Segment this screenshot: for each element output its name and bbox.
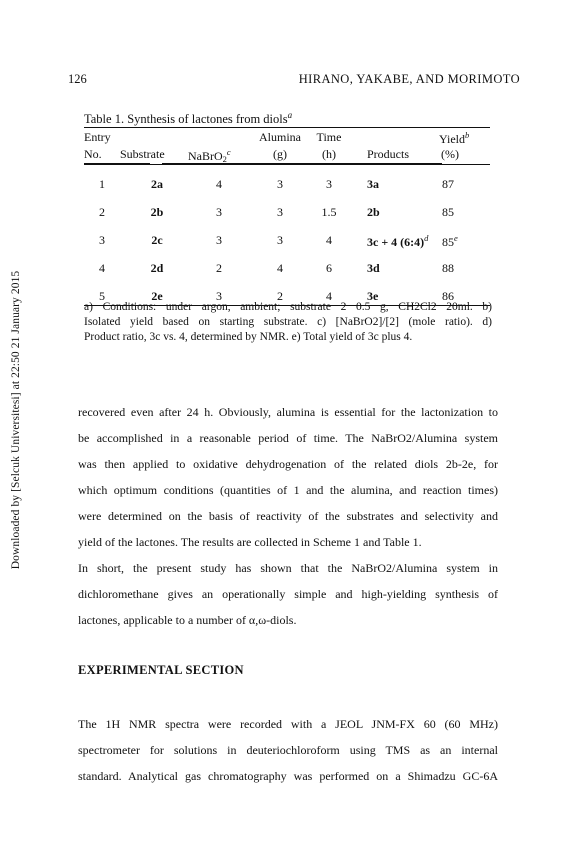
cell-product <box>367 233 428 250</box>
cell-alumina: 4 <box>277 261 283 275</box>
page-number: 126 <box>68 72 87 86</box>
cell-time: 4 <box>326 233 332 247</box>
cell-entry: 3 <box>99 233 105 247</box>
footnote-line: Isolated yield based on starting substrate. c) [NaBrO2]/[2] (mole ratio). d) <box>84 316 492 328</box>
cell-product: 2b <box>367 205 380 219</box>
cell-yield <box>442 233 458 250</box>
table-top-rule <box>84 127 490 128</box>
header-oxidant-label: NaBrO <box>188 149 223 163</box>
section-heading: EXPERIMENTAL SECTION <box>78 663 244 677</box>
body-line: be accomplished in a reasonable period of time. The NaBrO2/Alumina system <box>78 431 498 445</box>
header-time: Time <box>316 130 342 144</box>
header-yield-mark: b <box>465 130 470 140</box>
header-entry: Entry <box>84 130 111 144</box>
cell-product: 3e <box>367 289 379 303</box>
header-yield-label: Yield <box>439 132 465 146</box>
cell-product: 3a <box>367 177 379 191</box>
cell-substrate: 2d <box>150 261 164 275</box>
header-no: No. <box>84 147 102 161</box>
footnote-line: Product ratio, 3c vs. 4, determined by NMR. e) Total yield of 3c plus 4. <box>84 331 413 343</box>
cell-alumina: 3 <box>277 177 283 191</box>
header-alumina-unit: (g) <box>273 147 287 161</box>
cell-oxidant: 3 <box>216 205 222 219</box>
body-line: recovered even after 24 h. Obviously, alumina is essential for the lactonization to <box>78 405 498 419</box>
cell-alumina: 3 <box>277 205 283 219</box>
body-line: was then applied to oxidative dehydrogenation of the related diols 2b-2e, for <box>78 457 498 471</box>
header-bottom-rule <box>84 164 490 165</box>
body-line: The 1H NMR spectra were recorded with a JEOL JNM-FX 60 (60 MHz) <box>78 717 498 731</box>
table-caption-text: Table 1. Synthesis of lactones from diols <box>84 112 288 127</box>
cell-substrate: 2c <box>151 233 163 247</box>
header-oxidant-mark: c <box>226 147 231 157</box>
cell-product-label: 3c + 4 (6:4) <box>367 235 425 249</box>
cell-product-mark: d <box>424 233 429 243</box>
cell-oxidant: 2 <box>216 261 222 275</box>
caption-note-mark: a <box>287 110 293 120</box>
cell-time: 1.5 <box>321 205 337 219</box>
header-products: Products <box>367 147 409 161</box>
cell-entry: 4 <box>99 261 105 275</box>
table-caption <box>84 110 292 127</box>
cell-oxidant: 3 <box>216 233 222 247</box>
body-line: standard. Analytical gas chromatography was performed on a Shimadzu GC-6A <box>78 769 498 783</box>
header-oxidant <box>188 147 231 164</box>
cell-substrate: 2b <box>150 205 164 219</box>
cell-alumina: 3 <box>277 233 283 247</box>
body-line: were determined on the basis of reactivity of the substrates and selectivity and <box>78 509 498 523</box>
cell-alumina: 2 <box>277 289 283 303</box>
body-line: yield of the lactones. The results are collected in Scheme 1 and Table 1. <box>78 535 422 549</box>
cell-oxidant: 3 <box>216 289 222 303</box>
cell-yield-value: 85 <box>442 235 454 249</box>
cell-yield: 88 <box>442 261 454 275</box>
body-line: which optimum conditions (quantities of 1 and the alumina, and reaction times) <box>78 483 498 497</box>
cell-product: 3d <box>367 261 380 275</box>
header-time-unit: (h) <box>322 147 336 161</box>
header-yield <box>439 130 469 147</box>
cell-substrate: 2e <box>151 289 163 303</box>
cell-oxidant: 4 <box>216 177 222 191</box>
cell-yield-mark: e <box>454 233 458 243</box>
header-yield-unit: (%) <box>441 147 459 161</box>
download-notice <box>6 210 26 630</box>
body-line: lactones, applicable to a number of α,ω-diols. <box>78 613 297 627</box>
cell-time: 4 <box>326 289 332 303</box>
header-substrate: Substrate <box>120 147 165 161</box>
table-footnotes <box>84 300 492 345</box>
cell-time: 3 <box>326 177 332 191</box>
cell-yield: 86 <box>442 289 454 303</box>
cell-entry: 2 <box>99 205 105 219</box>
cell-entry: 1 <box>99 177 105 191</box>
body-line: spectrometer for solutions in deuteriochloroform using TMS as an internal <box>78 743 498 757</box>
cell-time: 6 <box>326 261 332 275</box>
header-oxidant-sub: 2 <box>222 154 227 164</box>
running-title: HIRANO, YAKABE, AND MORIMOTO <box>298 72 520 86</box>
body-line: dichloromethane gives an operationally simple and high-yielding synthesis of <box>78 587 498 601</box>
download-notice-text: Downloaded by [Selcuk Universitesi] at 22:50 21 January 2015 <box>10 270 22 570</box>
footnote-line: a) Conditions: under argon, ambient; substrate 2 0.5 g, CH2Cl2 20ml. b) <box>84 301 492 313</box>
cell-yield: 87 <box>442 177 454 191</box>
cell-yield: 85 <box>442 205 454 219</box>
cell-entry: 5 <box>99 289 105 303</box>
body-line: In short, the present study has shown that the NaBrO2/Alumina system in <box>78 561 498 575</box>
running-header <box>68 72 520 90</box>
cell-substrate: 2a <box>151 177 163 191</box>
header-alumina: Alumina <box>259 130 301 144</box>
